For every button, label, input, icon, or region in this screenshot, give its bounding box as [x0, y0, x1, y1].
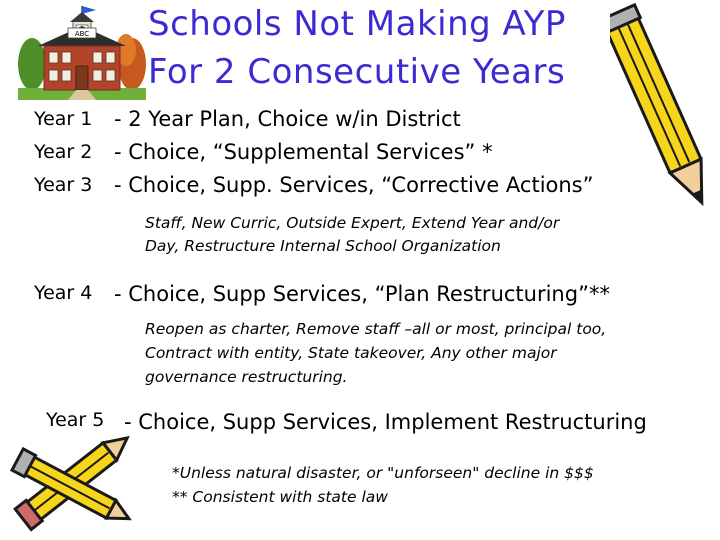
year-4-label: Year 4	[34, 282, 93, 304]
year-4-detail-line-3: governance restructuring.	[145, 368, 348, 386]
pencil-icon	[610, 0, 720, 230]
footnote-1: *Unless natural disaster, or "unforseen" decline in $$$	[172, 464, 594, 482]
year-2-text: - Choice, “Supplemental Services” *	[114, 140, 493, 164]
year-5-label: Year 5	[46, 409, 105, 431]
year-1-label: Year 1	[34, 108, 93, 130]
title-line-2: For 2 Consecutive Years	[148, 52, 566, 92]
year-4-detail-line-2: Contract with entity, State takeover, Any other major	[145, 344, 557, 362]
year-2-label: Year 2	[34, 141, 93, 163]
school-sign-text: ABC	[74, 30, 90, 38]
year-3-detail-line-1: Staff, New Curric, Outside Expert, Extend Year and/or	[145, 214, 560, 232]
year-3-label: Year 3	[34, 174, 93, 196]
year-4-detail-line-1: Reopen as charter, Remove staff –all or most, principal too,	[145, 320, 607, 338]
year-4-text: - Choice, Supp Services, “Plan Restructuring”**	[114, 282, 610, 306]
schoolhouse-icon	[18, 2, 146, 100]
year-3-detail-line-2: Day, Restructure Internal School Organization	[145, 237, 501, 255]
title-line-1: Schools Not Making AYP	[148, 4, 566, 44]
year-5-text: - Choice, Supp Services, Implement Restructuring	[124, 410, 647, 434]
year-3-text: - Choice, Supp. Services, “Corrective Actions”	[114, 173, 594, 197]
footnote-2: ** Consistent with state law	[172, 488, 388, 506]
year-1-text: - 2 Year Plan, Choice w/in District	[114, 107, 461, 131]
